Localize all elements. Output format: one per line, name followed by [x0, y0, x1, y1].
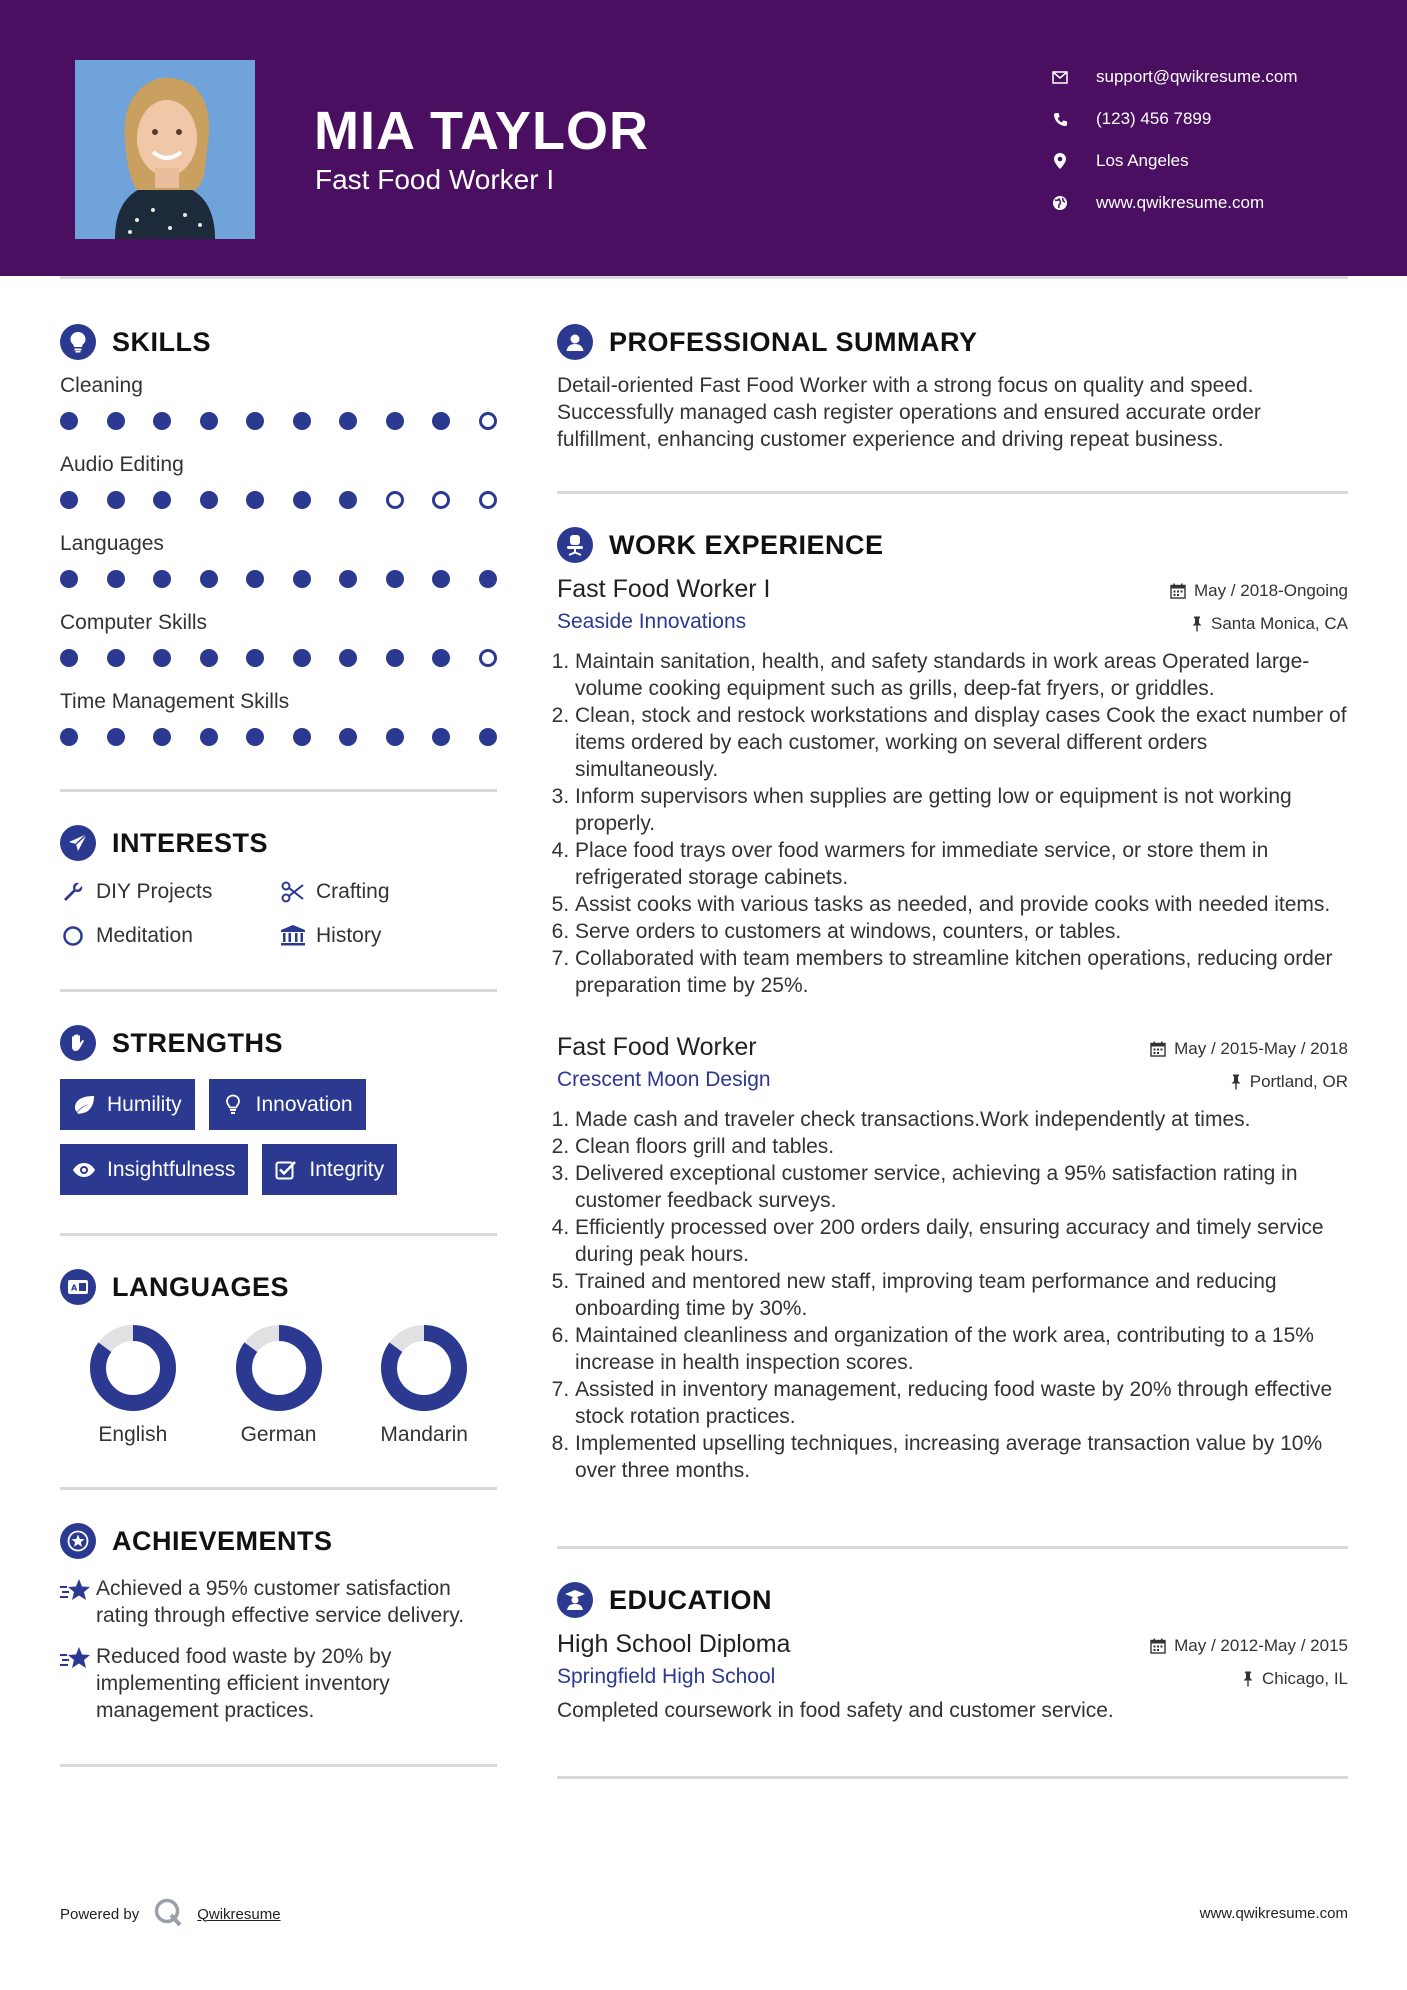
contact-phone-text: (123) 456 7899: [1096, 109, 1212, 128]
education-subheader: [557, 1665, 1348, 1689]
star-badge-icon: [60, 1523, 96, 1559]
job-date: [1170, 581, 1348, 601]
pushpin-icon: [1242, 1671, 1254, 1687]
rating-dot-filled: [293, 412, 311, 430]
rating-dot-filled: [293, 728, 311, 746]
interest-label: Crafting: [316, 880, 390, 903]
education-description: Completed coursework in food safety and customer service.: [557, 1699, 1114, 1722]
calendar-icon: [1170, 583, 1186, 599]
experience-divider: [557, 1546, 1348, 1549]
rating-dot-filled: [246, 412, 264, 430]
job-location: [1230, 1072, 1348, 1092]
globe-icon: [1050, 193, 1070, 213]
contact-email-text: support@qwikresume.com: [1096, 67, 1298, 86]
contact-location-text: Los Angeles: [1096, 151, 1189, 170]
map-pin-icon: [1050, 151, 1070, 171]
contact-list: [1050, 56, 1298, 224]
strength-chip: [262, 1144, 397, 1195]
language-proficiency-ring: [379, 1323, 469, 1413]
phone-icon: [1050, 109, 1070, 129]
rating-dot-filled: [432, 728, 450, 746]
scissors-icon: [280, 879, 306, 905]
achievement-item: [60, 1643, 497, 1724]
skills-divider: [60, 789, 497, 792]
job-subheader: [557, 610, 1348, 634]
interest-label: History: [316, 924, 382, 947]
interest-item: [280, 879, 497, 905]
job-date: [1150, 1039, 1348, 1059]
strengths-title: STRENGTHS: [112, 1027, 284, 1058]
language-proficiency-ring: [88, 1323, 178, 1413]
rating-dot-filled: [60, 412, 78, 430]
pushpin-icon: [1191, 616, 1203, 632]
contact-website[interactable]: [1050, 182, 1298, 224]
education-header: [557, 1630, 1348, 1659]
job-company: Crescent Moon Design: [557, 1068, 771, 1091]
left-column: [60, 320, 497, 1767]
rating-dot-filled: [60, 728, 78, 746]
candidate-name: MIA TAYLOR: [314, 101, 650, 161]
interests-heading: [60, 821, 497, 865]
rating-dot-filled: [339, 570, 357, 588]
rating-dot-filled: [386, 649, 404, 667]
job-duty: 6. Maintained cleanliness and organization of the work area, contributing to a 15% increase in health inspection scores.: [575, 1322, 1348, 1376]
strength-label: Insightfulness: [107, 1157, 236, 1181]
experience-title: WORK EXPERIENCE: [609, 529, 884, 560]
rating-dot-filled: [293, 570, 311, 588]
interest-item: [60, 923, 280, 949]
education-location: [1242, 1669, 1348, 1689]
education-degree: High School Diploma: [557, 1630, 791, 1658]
rating-dot-filled: [339, 649, 357, 667]
rating-dot-filled: [479, 728, 497, 746]
graduate-icon: [557, 1582, 593, 1618]
rating-dot-filled: [153, 570, 171, 588]
paper-plane-icon: [60, 825, 96, 861]
contact-phone[interactable]: [1050, 98, 1298, 140]
strengths-divider: [60, 1233, 497, 1236]
education-entry: [557, 1630, 1348, 1724]
rating-dot-filled: [432, 570, 450, 588]
rating-dot-filled: [200, 570, 218, 588]
achievements-divider: [60, 1764, 497, 1767]
language-label: English: [98, 1423, 168, 1446]
rating-dot-filled: [200, 728, 218, 746]
rating-dot-filled: [107, 728, 125, 746]
strength-chip: [60, 1079, 195, 1130]
job-subheader: [557, 1068, 1348, 1092]
rating-dot-filled: [107, 412, 125, 430]
job-duties-list: [557, 648, 1348, 999]
rating-dot-filled: [107, 491, 125, 509]
eye-icon: [71, 1157, 97, 1183]
rating-dot-filled: [432, 649, 450, 667]
rating-dot-filled: [60, 649, 78, 667]
qwikresume-logo-icon: [153, 1897, 183, 1931]
languages-list: [60, 1323, 497, 1447]
job-duty: 7. Assisted in inventory management, reducing food waste by 20% through effective stock rotation practices.: [575, 1376, 1348, 1430]
job-header: [557, 1033, 1348, 1062]
rating-dot-filled: [107, 570, 125, 588]
education-heading: [557, 1578, 1348, 1622]
job-role: Fast Food Worker: [557, 1033, 757, 1061]
strength-label: Integrity: [309, 1157, 385, 1181]
rating-dot-filled: [153, 491, 171, 509]
language-item: [351, 1323, 497, 1447]
rating-dot-filled: [153, 728, 171, 746]
pushpin-icon: [1230, 1074, 1242, 1090]
education-title: EDUCATION: [609, 1584, 772, 1615]
strength-chip: [209, 1079, 366, 1130]
job-duty: 4. Efficiently processed over 200 orders daily, ensuring accuracy and timely service during peak hours.: [575, 1214, 1348, 1268]
achievement-text: Achieved a 95% customer satisfaction rating through effective service delivery.: [96, 1577, 465, 1627]
job-company: Seaside Innovations: [557, 610, 747, 633]
user-icon: [557, 324, 593, 360]
rating-dot-filled: [153, 649, 171, 667]
achievement-text: Reduced food waste by 20% by implementing efficient inventory management practices.: [96, 1645, 392, 1722]
check-square-icon: [273, 1157, 299, 1183]
contact-website-text: www.qwikresume.com: [1096, 193, 1265, 212]
job-duty: 1. Made cash and traveler check transactions.Work independently at times.: [575, 1106, 1348, 1133]
skill-name: Time Management Skills: [60, 690, 290, 713]
job-duty: 5. Trained and mentored new staff, improving team performance and reducing onboarding time by 30%.: [575, 1268, 1348, 1322]
skill-name: Computer Skills: [60, 611, 208, 634]
language-icon: [60, 1269, 96, 1305]
summary-text: Detail-oriented Fast Food Worker with a strong focus on quality and speed. Successfully managed cash register operations and ensured accurate order fulfillment, enhancing customer experience and driving repeat business.: [557, 374, 1261, 451]
office-chair-icon: [557, 527, 593, 563]
job-role: Fast Food Worker I: [557, 575, 771, 603]
job-duty: 3. Inform supervisors when supplies are getting low or equipment is not working properly.: [575, 783, 1348, 837]
language-label: German: [240, 1423, 317, 1446]
header-divider: [60, 276, 1348, 279]
rating-dot-filled: [386, 412, 404, 430]
skill-name: Languages: [60, 532, 164, 555]
strengths-heading: [60, 1021, 497, 1065]
powered-by-text: Powered by: [60, 1905, 140, 1923]
rating-dot-filled: [60, 570, 78, 588]
rating-dot-filled: [293, 649, 311, 667]
summary-divider: [557, 491, 1348, 494]
rating-dot-empty: [479, 649, 497, 667]
interests-title: INTERESTS: [112, 827, 269, 858]
experience-heading: [557, 523, 1348, 567]
rating-dot-filled: [60, 491, 78, 509]
rating-dot-filled: [246, 728, 264, 746]
job-duties-list: [557, 1106, 1348, 1484]
wrench-icon: [60, 879, 86, 905]
language-item: [60, 1323, 206, 1447]
right-column: [557, 320, 1348, 1779]
footer-website[interactable]: www.qwikresume.com: [1199, 1905, 1348, 1922]
summary-heading: [557, 320, 1348, 364]
calendar-icon: [1150, 1638, 1166, 1654]
interest-item: [60, 879, 280, 905]
achievements-heading: [60, 1519, 497, 1563]
rating-dot-filled: [432, 412, 450, 430]
rating-dot-filled: [200, 412, 218, 430]
skill-rating: [60, 488, 497, 512]
profile-photo: [75, 60, 255, 239]
envelope-icon: [1050, 67, 1070, 87]
language-proficiency-ring: [234, 1323, 324, 1413]
leaf-icon: [71, 1092, 97, 1118]
star-icon: [60, 1575, 96, 1629]
rating-dot-filled: [246, 491, 264, 509]
rating-dot-filled: [479, 570, 497, 588]
achievement-item: [60, 1575, 497, 1629]
skill-name: Audio Editing: [60, 453, 184, 476]
footer-powered-by: [60, 1897, 281, 1931]
education-date-text: May / 2012-May / 2015: [1174, 1636, 1348, 1655]
resume-header: [0, 0, 1407, 276]
rating-dot-empty: [432, 491, 450, 509]
skill-rating: [60, 409, 497, 433]
rating-dot-filled: [339, 491, 357, 509]
job-location-text: Portland, OR: [1249, 1072, 1348, 1091]
language-label: Mandarin: [380, 1423, 468, 1446]
job-duty: 2. Clean floors grill and tables.: [575, 1133, 1348, 1160]
education-location-text: Chicago, IL: [1262, 1669, 1348, 1688]
job-duty: 2. Clean, stock and restock workstations and display cases Cook the exact number of items ordered by each customer, working on several different orders simultaneously.: [575, 702, 1348, 783]
candidate-title: Fast Food Worker I: [315, 164, 555, 195]
rating-dot-filled: [246, 570, 264, 588]
rating-dot-filled: [386, 728, 404, 746]
interest-label: DIY Projects: [96, 880, 213, 903]
rating-dot-filled: [339, 728, 357, 746]
rating-dot-filled: [200, 491, 218, 509]
rating-dot-empty: [479, 412, 497, 430]
bank-icon: [280, 923, 306, 949]
skill-name: Cleaning: [60, 374, 143, 397]
rating-dot-filled: [107, 649, 125, 667]
job-header: [557, 575, 1348, 604]
job-date-text: May / 2018-Ongoing: [1193, 581, 1348, 600]
job-duty: 6. Serve orders to customers at windows, counters, or tables.: [575, 918, 1348, 945]
interest-label: Meditation: [96, 924, 193, 947]
rating-dot-filled: [339, 412, 357, 430]
job-entry: [557, 575, 1348, 999]
languages-title: LANGUAGES: [112, 1271, 290, 1302]
rating-dot-filled: [200, 649, 218, 667]
languages-heading: [60, 1265, 497, 1309]
skill-rating: [60, 725, 497, 749]
job-duty: 3. Delivered exceptional customer service, achieving a 95% satisfaction rating in customer feedback surveys.: [575, 1160, 1348, 1214]
strengths-list: [60, 1079, 497, 1195]
skill-rating: [60, 646, 497, 670]
education-school: Springfield High School: [557, 1665, 776, 1688]
qwikresume-link[interactable]: Qwikresume: [197, 1905, 281, 1923]
achievements-list: [60, 1575, 497, 1724]
job-duty: 8. Implemented upselling techniques, increasing average transaction value by 10% over three months.: [575, 1430, 1348, 1484]
summary-title: PROFESSIONAL SUMMARY: [609, 326, 978, 357]
contact-email[interactable]: [1050, 56, 1298, 98]
circle-icon: [60, 923, 86, 949]
strength-chip: [60, 1144, 248, 1195]
skills-heading: [60, 320, 497, 364]
job-location-text: Santa Monica, CA: [1210, 614, 1348, 633]
job-duty: 1. Maintain sanitation, health, and safety standards in work areas Operated large-volume cooking equipment such as grills, deep-fat fryers, or griddles.: [575, 648, 1348, 702]
hand-icon: [60, 1025, 96, 1061]
job-entry: [557, 1033, 1348, 1484]
job-duty: 7. Collaborated with team members to streamline kitchen operations, reducing order preparation time by 25%.: [575, 945, 1348, 999]
job-location: [1191, 614, 1348, 634]
achievements-title: ACHIEVEMENTS: [112, 1525, 333, 1556]
rating-dot-filled: [246, 649, 264, 667]
skills-list: [60, 374, 497, 749]
calendar-icon: [1150, 1041, 1166, 1057]
lightbulb-icon: [60, 324, 96, 360]
svg-text:A: A: [71, 1283, 78, 1293]
rating-dot-filled: [386, 570, 404, 588]
education-date: [1150, 1636, 1348, 1656]
language-item: [206, 1323, 352, 1447]
strength-label: Innovation: [255, 1092, 353, 1116]
rating-dot-filled: [293, 491, 311, 509]
interests-divider: [60, 989, 497, 992]
rating-dot-empty: [479, 491, 497, 509]
languages-divider: [60, 1487, 497, 1490]
rating-dot-empty: [386, 491, 404, 509]
interest-item: [280, 923, 497, 949]
job-duty: 4. Place food trays over food warmers for immediate service, or store them in refrigerated storage cabinets.: [575, 837, 1348, 891]
star-icon: [60, 1643, 96, 1724]
strength-label: Humility: [107, 1092, 182, 1116]
lightbulb-icon: [220, 1092, 246, 1118]
job-date-text: May / 2015-May / 2018: [1174, 1039, 1348, 1058]
contact-location: [1050, 140, 1298, 182]
skills-title: SKILLS: [112, 326, 212, 357]
rating-dot-filled: [153, 412, 171, 430]
education-divider: [557, 1776, 1348, 1779]
job-duty: 5. Assist cooks with various tasks as needed, and provide cooks with needed items.: [575, 891, 1348, 918]
interests-list: [60, 879, 497, 949]
skill-rating: [60, 567, 497, 591]
